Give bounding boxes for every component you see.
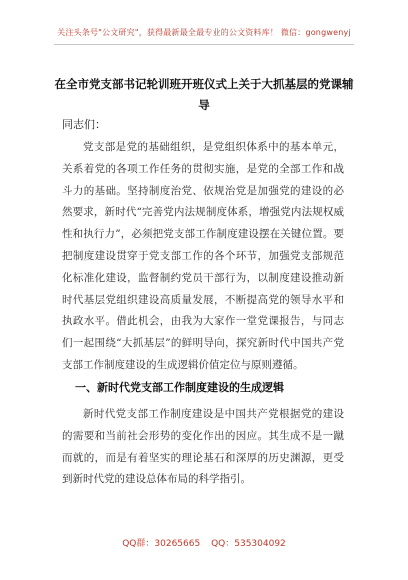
footer-qq-number: QQ：535304092	[211, 539, 286, 549]
header-divider	[54, 44, 354, 45]
header-promo-text: 关注头条号"公文研究"，获得最新最全最专业的公文资料库！ 微信：gongwenyj	[57, 28, 351, 37]
section-heading: 一、新时代党支部工作制度建设的生成逻辑	[75, 381, 284, 394]
document-title: 在全市党支部书记轮训班开班仪式上关于大抓基层的党课辅导	[54, 77, 354, 112]
body-paragraph-1: 党支部是党的基础组织，是党组织体系中的基本单元，关系着党的各项工作任务的贯彻实施，是党的全部工作和战斗力的基础。坚持制度治党、依规治党是加强党的建设的必然要求，新时代“完善党内法规制度体系，增强党内法规权威性和执行力”，必须把党支部工作制度建设摆在关键位置。要把制度建设贯穿于党支部工作的各个环节，加强党支部规范化标准化建设，监督制约党员干部行为，以制度建设推动新时代基层党组织建设高质量发展，不断提高党的领导水平和执政水平。借此机会，由我为大家作一堂党课报告，与同志们一起围绕“大抓基层”的鲜明导向，探究新时代中国共产党支部工作制度建设的生成逻辑价值定位与原则遵循。	[62, 141, 344, 371]
salutation: 同志们：	[62, 118, 106, 131]
footer-qq-group: QQ群：30265665	[122, 539, 201, 549]
body-paragraph-2: 新时代党支部工作制度建设是中国共产党根据党的建设的需要和当前社会形势的变化作出的因应。其生成不是一蹴而就的，而是有着坚实的理论基石和深厚的历史渊源，更受到新时代党的建设总体布局的科学指引。	[62, 408, 344, 486]
footer-contact	[0, 536, 408, 549]
